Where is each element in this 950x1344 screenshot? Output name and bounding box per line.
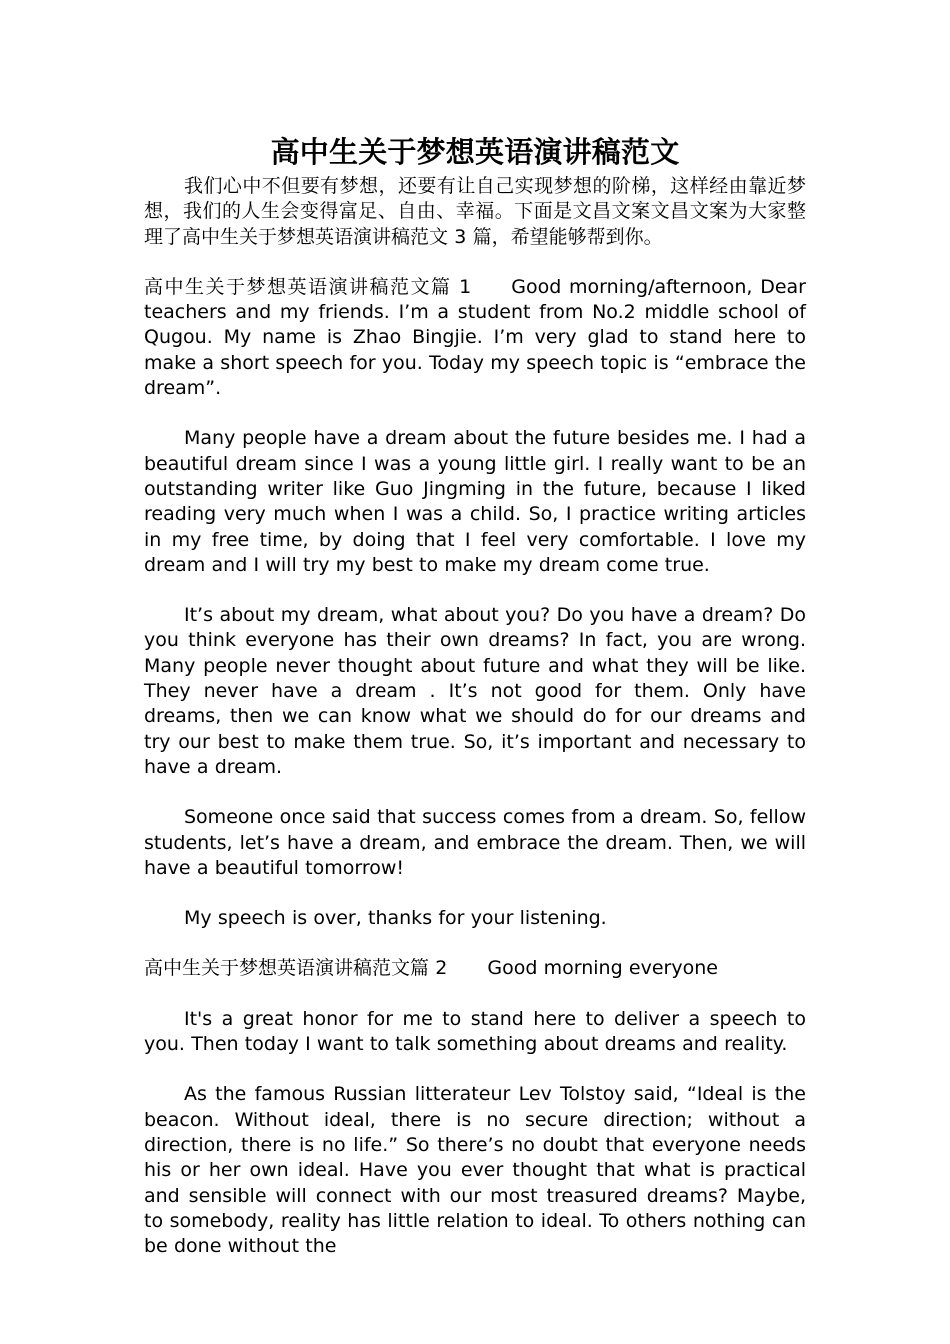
document-title: 高中生关于梦想英语演讲稿范文	[270, 135, 680, 169]
section-1-paragraph-1: Many people have a dream about the future besides me. I had a beautiful dream since I was a young little girl. I really want to be an outstanding writer like Guo Jingming in the future, because I liked reading very much when I was a child. So, I practice writing articles in my free time, by doing that I feel very comfortable. I love my dream and I will try my best to make my dream come true.	[144, 427, 806, 576]
section-2-heading: 高中生关于梦想英语演讲稿范文篇 2	[144, 957, 448, 980]
document-body	[144, 130, 806, 1259]
section-2-opening	[144, 956, 806, 981]
section-1-heading: 高中生关于梦想英语演讲稿范文篇 1	[144, 275, 472, 298]
section-1-first-line: Good morning/afternoon, Dear teachers and my friends. I’m a student from No.2 middle school of Qugou. My name is Zhao Bingjie. I’m very glad to stand here to make a short speech for you. Today my speech topic is “embrace the dream”.	[144, 275, 806, 400]
intro-paragraph: 我们心中不但要有梦想，还要有让自己实现梦想的阶梯，这样经由靠近梦想，我们的人生会变得富足、自由、幸福。下面是文昌文案文昌文案为大家整理了高中生关于梦想英语演讲稿范文 3 篇，希望能够帮到你。	[144, 175, 806, 248]
section-1-paragraph-4: My speech is over, thanks for your listening.	[184, 907, 607, 930]
section-1-paragraph-2: It’s about my dream, what about you? Do you have a dream? Do you think everyone has their own dreams? In fact, you are wrong. Many people never thought about future and what they will be like. They never have a dream . It’s not good for them. Only have dreams, then we can know what we should do for our dreams and try our best to make them true. So, it’s important and necessary to have a dream.	[144, 604, 806, 778]
section-1-opening	[144, 275, 806, 401]
section-2-paragraph-2: As the famous Russian litterateur Lev Tolstoy said, “Ideal is the beacon. Without ideal, there is no secure direction; without a direction, there is no life.” So there’s no doubt that everyone needs his or her own ideal. Have you ever thought that what is practical and sensible will connect with our most treasured dreams? Maybe, to somebody, reality has little relation to ideal. To others nothing can be done without the	[144, 1083, 806, 1258]
section-1-paragraph-3: Someone once said that success comes from a dream. So, fellow students, let’s have a dream, and embrace the dream. Then, we will have a beautiful tomorrow!	[144, 806, 806, 879]
section-2-first-line: Good morning everyone	[487, 957, 718, 980]
section-2-paragraph-1: It's a great honor for me to stand here to deliver a speech to you. Then today I want to talk something about dreams and reality.	[144, 1007, 806, 1056]
